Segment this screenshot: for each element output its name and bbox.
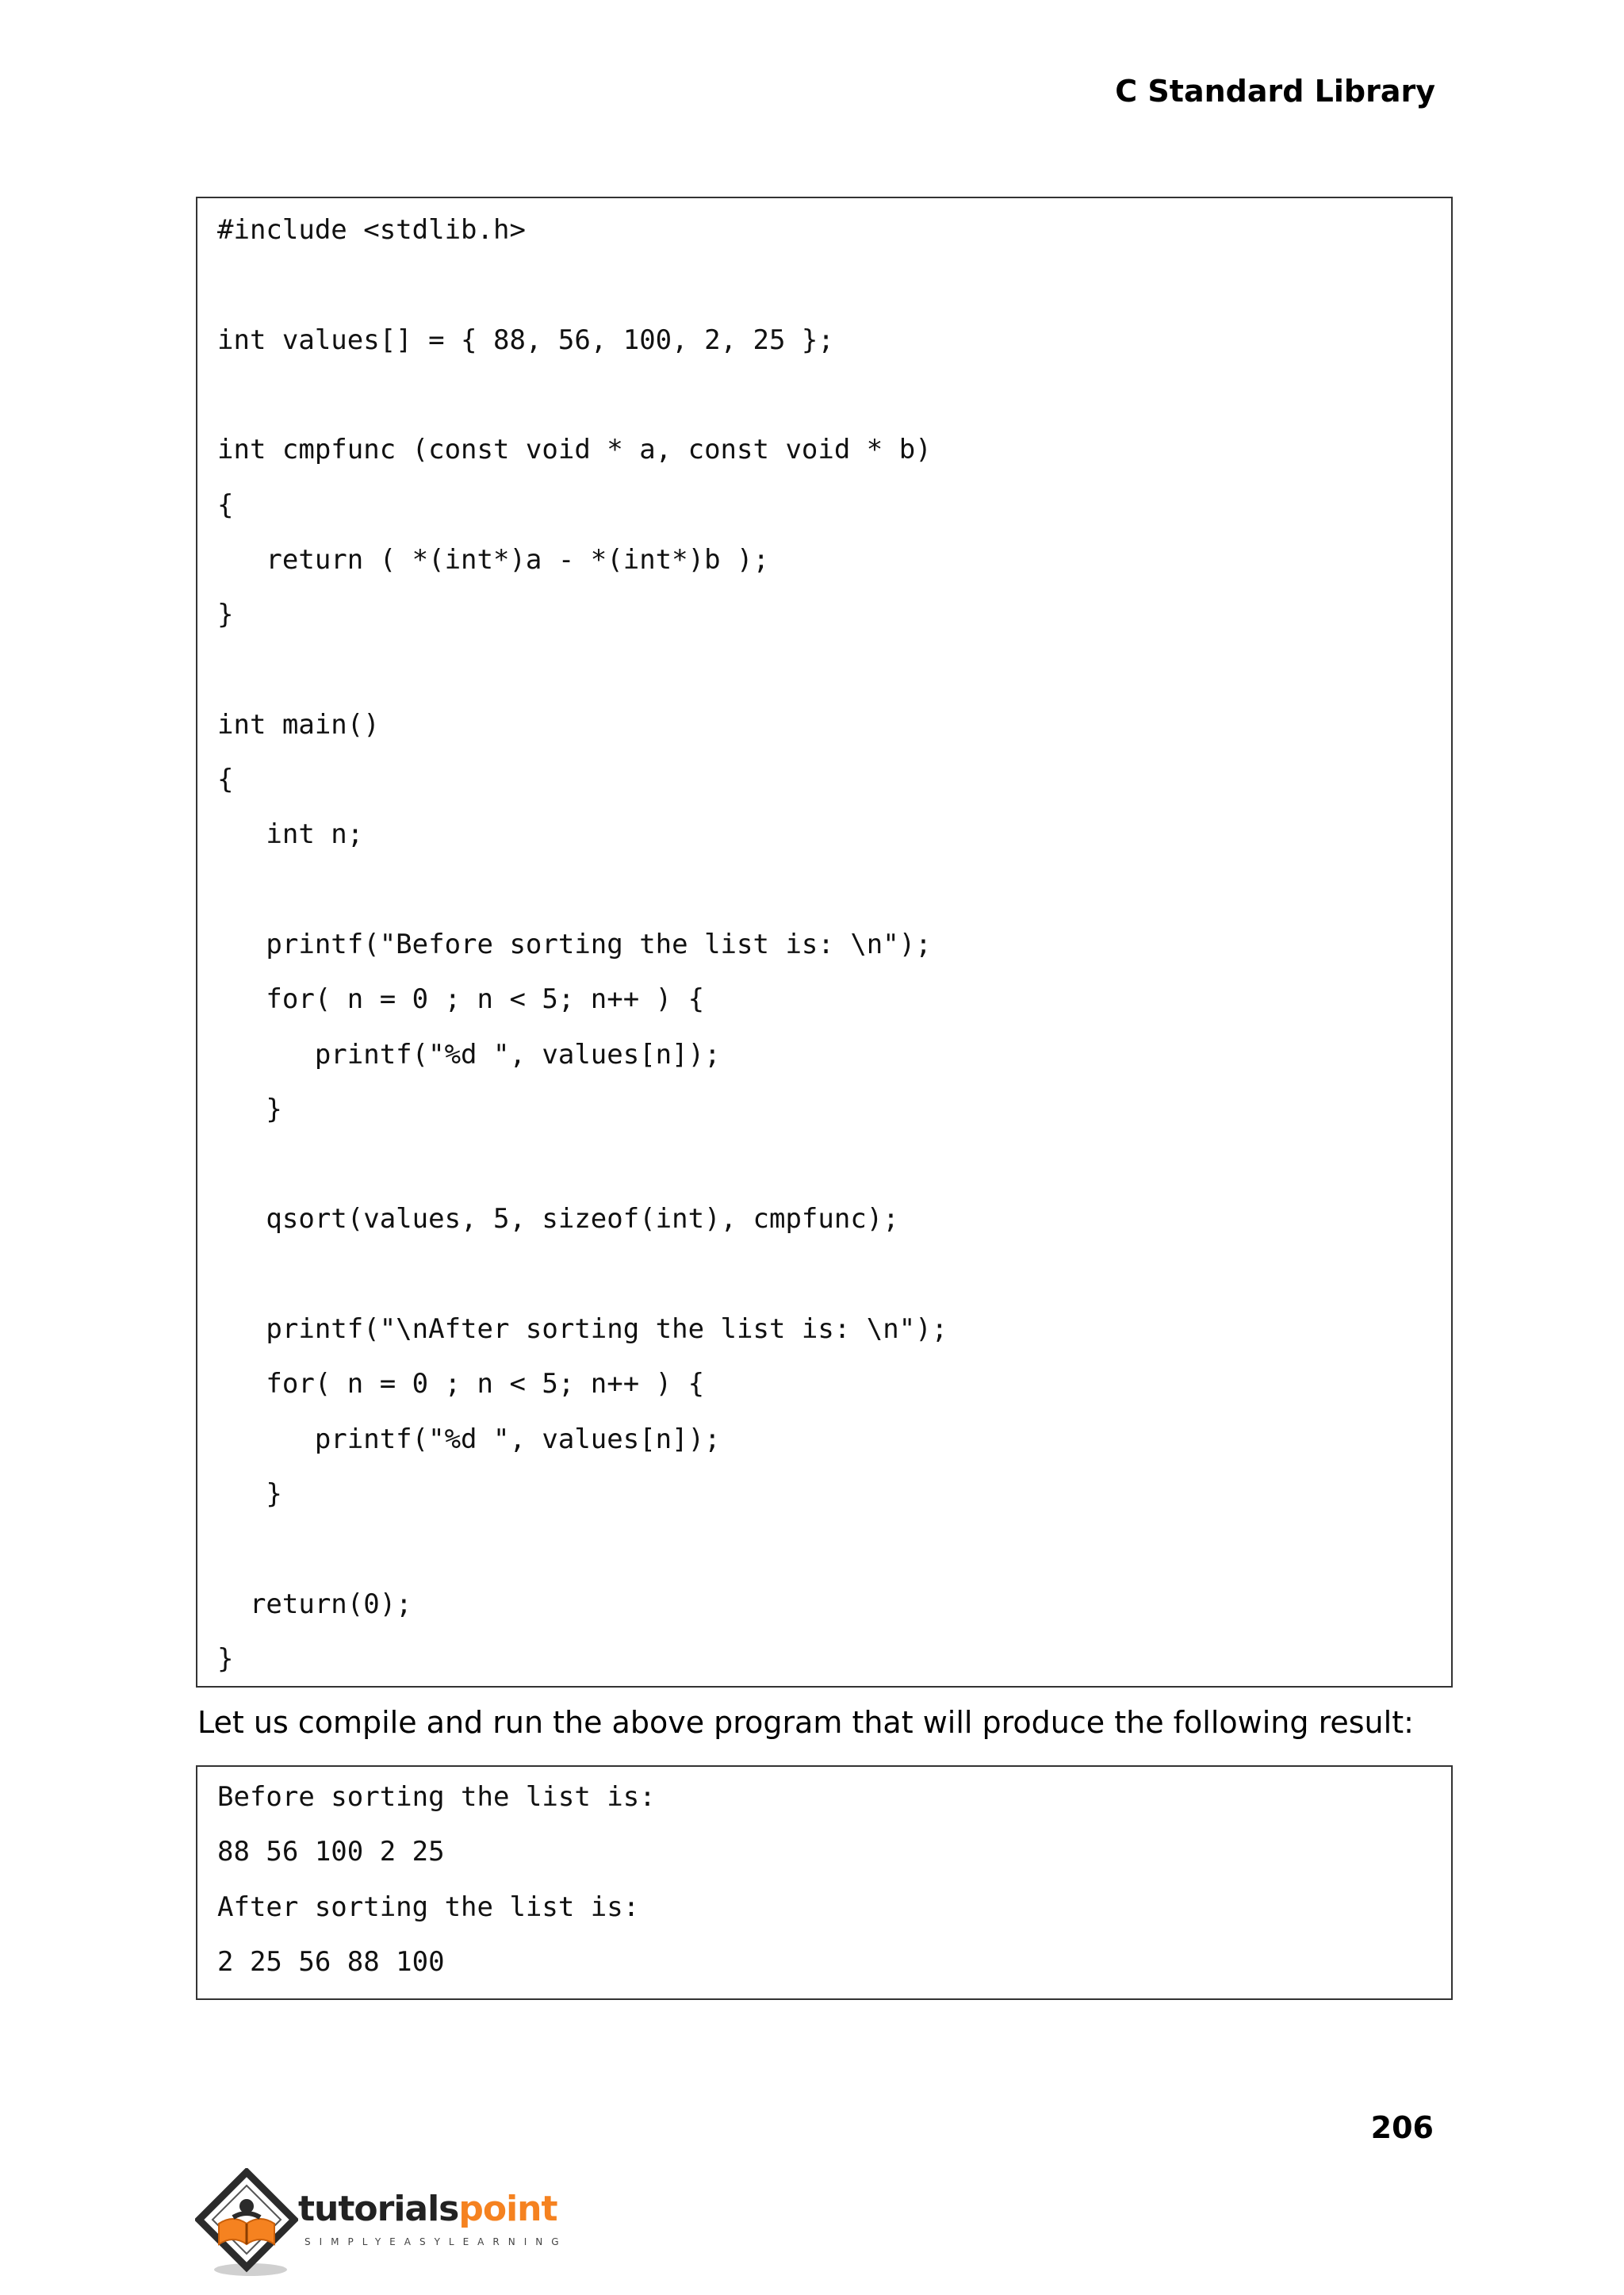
code-line: 2 25 56 88 100	[217, 1945, 445, 1978]
code-line: printf("Before sorting the list is: \n");	[217, 928, 932, 960]
code-line: }	[217, 599, 234, 631]
code-line: printf("%d ", values[n]);	[217, 1038, 721, 1071]
logo-wordmark	[298, 2189, 557, 2229]
logo-tagline: SIMPLYEASYLEARNING	[304, 2236, 568, 2247]
code-line: 88 56 100 2 25	[217, 1836, 445, 1868]
code-line: {	[217, 764, 234, 795]
page-number: 206	[1370, 2110, 1434, 2145]
logo-wordmark-dark: tutorials	[298, 2189, 459, 2229]
code-line: int cmpfunc (const void * a, const void * b)	[217, 434, 932, 466]
code-line: Before sorting the list is:	[217, 1781, 656, 1813]
code-block-output	[196, 1765, 1453, 2000]
logo-diamond-icon	[195, 2168, 298, 2279]
code-line: for( n = 0 ; n < 5; n++ ) {	[217, 983, 705, 1016]
code-line: }	[217, 1093, 282, 1125]
body-paragraph: Let us compile and run the above program that will produce the following result:	[197, 1705, 1414, 1740]
code-line: }	[217, 1642, 234, 1675]
code-line: return(0);	[217, 1588, 412, 1620]
code-line: qsort(values, 5, sizeof(int), cmpfunc);	[217, 1203, 899, 1236]
code-line: printf("\nAfter sorting the list is: \n");	[217, 1313, 948, 1345]
code-line: }	[217, 1477, 282, 1510]
page-header-title: C Standard Library	[1115, 74, 1435, 109]
logo-wordmark-accent: point	[458, 2189, 557, 2229]
code-line: After sorting the list is:	[217, 1891, 640, 1923]
tutorialspoint-logo	[195, 2168, 568, 2279]
code-line: return ( *(int*)a - *(int*)b );	[217, 543, 769, 576]
code-line: int main()	[217, 708, 380, 741]
code-line: #include <stdlib.h>	[217, 214, 526, 246]
code-line: {	[217, 489, 234, 521]
code-line: int values[] = { 88, 56, 100, 2, 25 };	[217, 324, 834, 356]
code-line: printf("%d ", values[n]);	[217, 1423, 721, 1455]
code-line: int n;	[217, 818, 364, 851]
code-line: for( n = 0 ; n < 5; n++ ) {	[217, 1368, 705, 1400]
code-block-source	[196, 197, 1453, 1688]
